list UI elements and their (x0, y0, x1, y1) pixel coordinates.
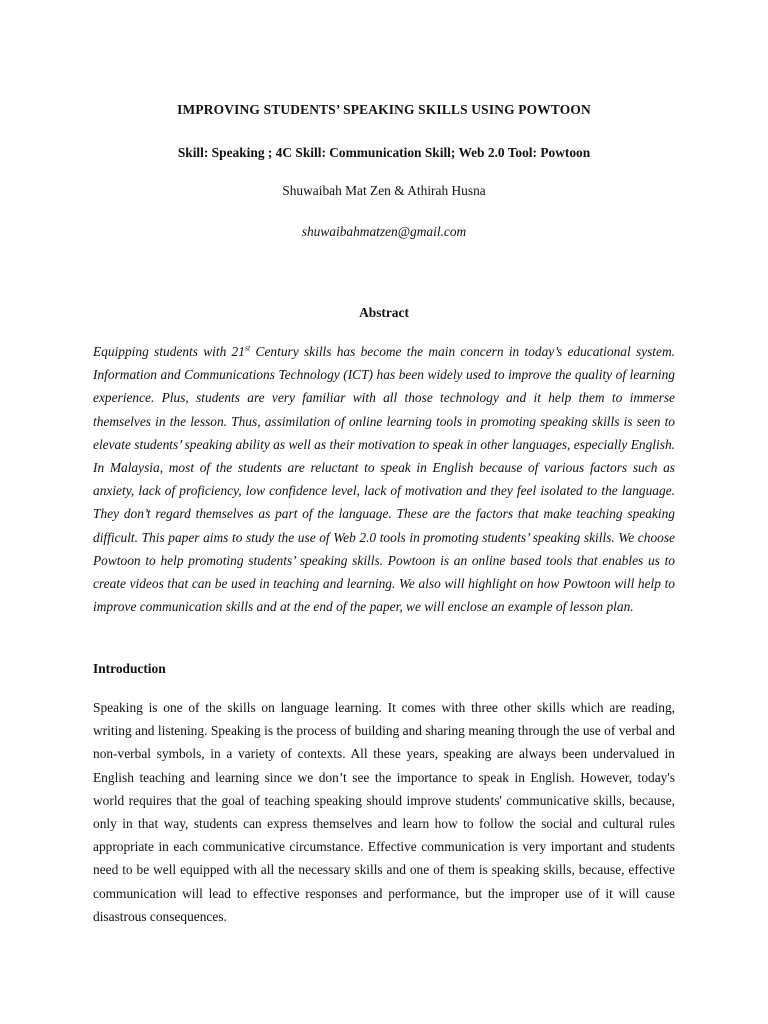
abstract-text (93, 340, 675, 618)
introduction-heading: Introduction (93, 661, 166, 676)
paper-authors: Shuwaibah Mat Zen & Athirah Husna (282, 183, 486, 198)
author-email: shuwaibahmatzen@gmail.com (301, 224, 467, 239)
paper-subtitle: Skill: Speaking ; 4C Skill: Communication Skill; Web 2.0 Tool: Powtoon (177, 145, 591, 160)
introduction-text: Speaking is one of the skills on language learning. It comes with three other skills which are reading, writing and listening. Speaking is the process of building and sharing meaning through the use of verbal and non-verbal symbols, in a variety of contexts. All these years, speaking are always been undervalued in English teaching and learning since we don’t see the importance to speak in English. However, today's world requires that the goal of teaching speaking should improve students' communicative skills, because, only in that way, students can express themselves and learn how to follow the social and cultural rules appropriate in each communicative circumstance. Effective communication is very important and students need to be well equipped with all the necessary skills and one of them is speaking skills, because, effective communication will lead to effective responses and performance, but the improper use of it will cause disastrous consequences. (93, 700, 675, 924)
abstract-text-start: Equipping students with 21 (93, 344, 245, 359)
paper-title: IMPROVING STUDENTS’ SPEAKING SKILLS USING POWTOON (177, 102, 591, 117)
abstract-text-rest: Century skills has become the main concern in today’s educational system. Information and Communications Technology (ICT) has been widely used to improve the quality of learning experience. Plus, students are very familiar with all those technology and it help them to immerse themselves in the lesson. Thus, assimilation of online learning tools in promoting speaking skills is seen to elevate students’ speaking ability as well as their motivation to speak in other languages, especially English. In Malaysia, most of the students are reluctant to speak in English because of various factors such as anxiety, lack of proficiency, low confidence level, lack of motivation and they feel isolated to the language. They don’t regard themselves as part of the language. These are the factors that make teaching speaking difficult. This paper aims to study the use of Web 2.0 tools in promoting students’ speaking skills. We choose Powtoon to help promoting students’ speaking skills. Powtoon is an online based tools that enables us to create videos that can be used in teaching and learning. We also will highlight on how Powtoon will help to improve communication skills and at the end of the paper, we will enclose an example of lesson plan. (93, 344, 675, 615)
abstract-heading: Abstract (359, 305, 409, 320)
abstract-text-superscript: st (244, 343, 251, 353)
